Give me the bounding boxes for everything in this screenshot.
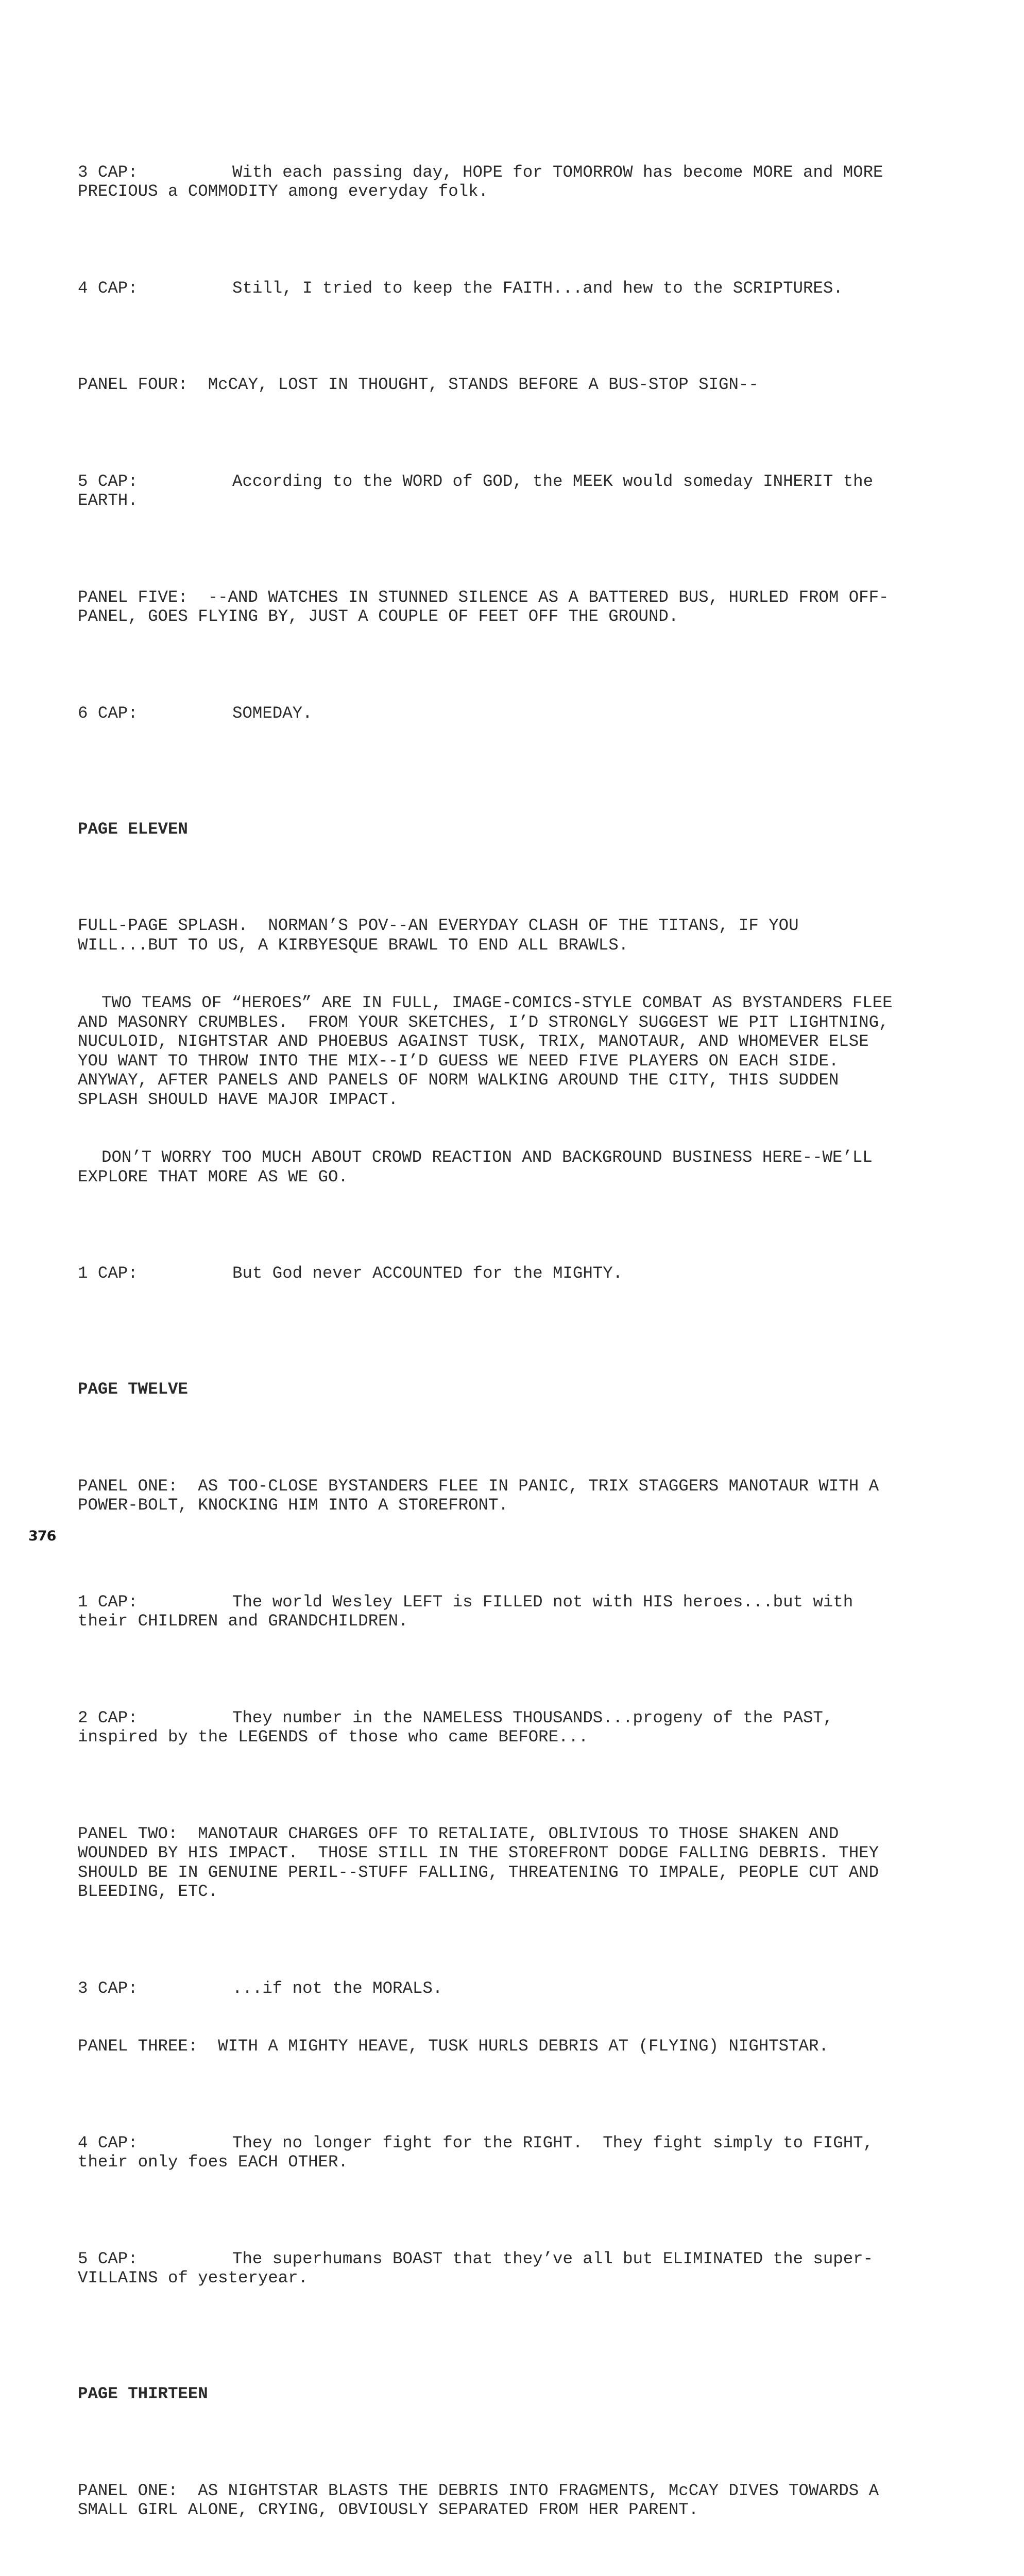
page-thirteen-heading: PAGE THIRTEEN — [78, 2384, 208, 2403]
caption-text: With each passing day, HOPE for TOMORROW has become MORE and MORE PRECIOUS a COMMODITY among everyday folk. — [78, 162, 893, 201]
page-eleven-heading: PAGE ELEVEN — [78, 819, 188, 839]
caption-text: According to the WORD of GOD, the MEEK would someday INHERIT the EARTH. — [78, 471, 883, 510]
caption-label: 1 CAP: — [78, 1592, 138, 1612]
panel-one-description: PANEL ONE: AS NIGHTSTAR BLASTS THE DEBRIS INTO FRAGMENTS, McCAY DIVES TOWARDS A SMALL GIRL ALONE, CRYING, OBVIOUSLY SEPARATED FROM HER PARENT. — [78, 2481, 889, 2519]
caption-text: ...if not the MORALS. — [232, 1978, 443, 1998]
caption-3 — [78, 163, 902, 201]
caption-6 — [78, 704, 902, 723]
panel-one-description: PANEL ONE: AS TOO-CLOSE BYSTANDERS FLEE IN PANIC, TRIX STAGGERS MANOTAUR WITH A POWER-BOLT, KNOCKING HIM INTO A STOREFRONT. — [78, 1476, 889, 1515]
script-page — [78, 105, 902, 2576]
page-twelve-heading: PAGE TWELVE — [78, 1380, 188, 1399]
caption-5 — [78, 472, 902, 511]
caption-text: They no longer fight for the RIGHT. They fight simply to FIGHT, their only foes EACH OTHER. — [78, 2133, 883, 2172]
panel-four-description: PANEL FOUR: McCAY, LOST IN THOUGHT, STANDS BEFORE A BUS-STOP SIGN-- — [78, 375, 759, 394]
caption-text: The superhumans BOAST that they’ve all but ELIMINATED the super-VILLAINS of yesteryear. — [78, 2249, 874, 2287]
panel-two-description: PANEL TWO: MANOTAUR CHARGES OFF TO RETALIATE, OBLIVIOUS TO THOSE SHAKEN AND WOUNDED BY HIS IMPACT. THOSE STILL IN THE STOREFRONT DODGE FALLING DEBRIS. THEY SHOULD BE IN GENUINE PERIL--STUFF FALLING, THREATENING TO IMPALE, PEOPLE CUT AND BLEEDING, ETC. — [78, 1824, 889, 1901]
caption-label: 1 CAP: — [78, 1264, 138, 1283]
caption-text: But God never ACCOUNTED for the MIGHTY. — [232, 1264, 623, 1283]
caption-label: 4 CAP: — [78, 2133, 138, 2153]
caption-label: 4 CAP: — [78, 278, 138, 298]
caption-1 — [78, 1592, 902, 1631]
caption-label: 2 CAP: — [78, 1708, 138, 1727]
splash-description-3: DON’T WORRY TOO MUCH ABOUT CROWD REACTION AND BACKGROUND BUSINESS HERE--WE’LL EXPLORE THAT MORE AS WE GO. — [78, 1148, 883, 1187]
caption-text: Still, I tried to keep the FAITH...and hew to the SCRIPTURES. — [232, 278, 843, 298]
caption-1 — [78, 1264, 902, 1283]
caption-text: SOMEDAY. — [232, 703, 313, 723]
caption-3 — [78, 1979, 902, 1998]
splash-description: FULL-PAGE SPLASH. NORMAN’S POV--AN EVERYDAY CLASH OF THE TITANS, IF YOU WILL...BUT TO US, A KIRBYESQUE BRAWL TO END ALL BRAWLS. — [78, 916, 809, 955]
caption-text: The world Wesley LEFT is FILLED not with HIS heroes...but with their CHILDREN and GRANDCHILDREN. — [78, 1592, 863, 1631]
panel-five-description: PANEL FIVE: --AND WATCHES IN STUNNED SILENCE AS A BATTERED BUS, HURLED FROM OFF-PANEL, GOES FLYING BY, JUST A COUPLE OF FEET OFF THE GROUND. — [78, 587, 889, 626]
caption-text: They number in the NAMELESS THOUSANDS...progeny of the PAST, inspired by the LEGENDS of those who came BEFORE... — [78, 1708, 843, 1747]
caption-5 — [78, 2249, 902, 2288]
caption-label: 3 CAP: — [78, 162, 138, 182]
caption-4 — [78, 279, 902, 298]
caption-4 — [78, 2133, 902, 2172]
caption-label: 5 CAP: — [78, 2249, 138, 2268]
caption-label: 3 CAP: — [78, 1978, 138, 1998]
panel-three-description: PANEL THREE: WITH A MIGHTY HEAVE, TUSK HURLS DEBRIS AT (FLYING) NIGHTSTAR. — [78, 2037, 829, 2056]
page-number: 376 — [28, 1528, 56, 1544]
splash-description-2: TWO TEAMS OF “HEROES” ARE IN FULL, IMAGE-COMICS-STYLE COMBAT AS BYSTANDERS FLEE AND MASONRY CRUMBLES. FROM YOUR SKETCHES, I’D STRONGLY SUGGEST WE PIT LIGHTNING, NUCULOID, NIGHTSTAR AND PHOEBUS AGAINST TUSK, TRIX, MANOTAUR, AND WHOMEVER ELSE YOU WANT TO THROW INTO THE MIX--I’D GUESS WE NEED FIVE PLAYERS ON EACH SIDE. ANYWAY, AFTER PANELS AND PANELS OF NORM WALKING AROUND THE CITY, THIS SUDDEN SPLASH SHOULD HAVE MAJOR IMPACT. — [78, 993, 903, 1109]
caption-label: 5 CAP: — [78, 471, 138, 491]
caption-label: 6 CAP: — [78, 703, 138, 723]
caption-2 — [78, 1708, 902, 1747]
